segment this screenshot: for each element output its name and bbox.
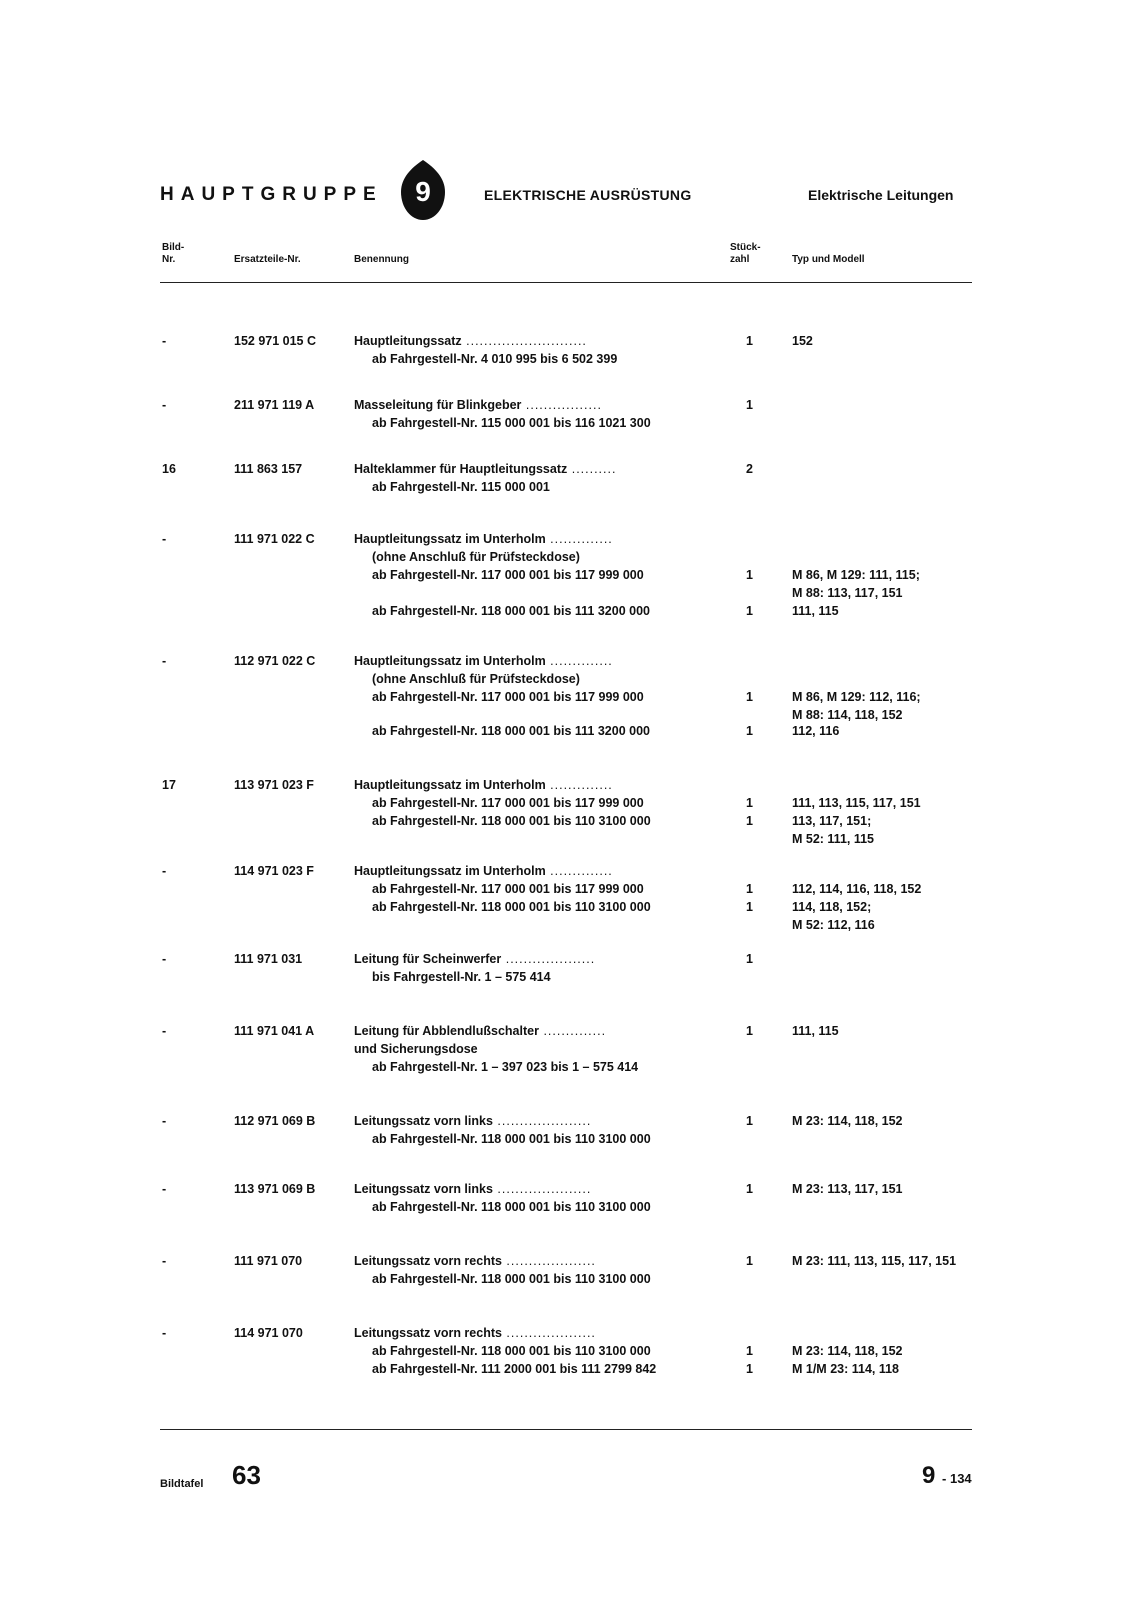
- type-model: M 23: 111, 113, 115, 117, 151: [792, 1254, 957, 1268]
- dot-leader: ..............: [545, 864, 613, 878]
- description-subline: [354, 968, 551, 986]
- type-model: M 88: 114, 118, 152: [792, 708, 903, 722]
- description-text: ab Fahrgestell-Nr. 115 000 001: [372, 480, 550, 494]
- dot-leader: ....................: [501, 952, 596, 966]
- description-subline: [354, 1058, 638, 1076]
- dot-leader: ....................: [501, 1254, 596, 1268]
- description-text: ab Fahrgestell-Nr. 117 000 001 bis 117 999 000: [372, 568, 644, 582]
- type-model: M 23: 113, 117, 151: [792, 1182, 903, 1196]
- quantity: 1: [746, 814, 753, 828]
- bild-number: -: [162, 398, 167, 412]
- description-text: Leitungssatz vorn rechts: [354, 1254, 502, 1268]
- quantity: 1: [746, 1024, 753, 1038]
- description-text: Leitung für Scheinwerfer: [354, 952, 502, 966]
- description-text: (ohne Anschluß für Prüfsteckdose): [372, 672, 580, 686]
- quantity: 1: [746, 1362, 753, 1376]
- bild-number: -: [162, 334, 167, 348]
- group-number-badge: [400, 158, 446, 222]
- description-subline: [354, 414, 651, 432]
- bild-number: -: [162, 952, 167, 966]
- dot-leader: ....................: [501, 1326, 596, 1340]
- section-title: ELEKTRISCHE AUSRÜSTUNG: [484, 187, 692, 203]
- description-subline: [354, 602, 650, 620]
- type-model: 114, 118, 152;: [792, 900, 872, 914]
- description-text: ab Fahrgestell-Nr. 117 000 001 bis 117 999 000: [372, 690, 644, 704]
- group-number: 9: [415, 176, 431, 207]
- description-subline: [354, 670, 580, 688]
- type-model: 112, 116: [792, 724, 840, 738]
- description-text: Leitungssatz vorn links: [354, 1182, 493, 1196]
- description-text: Hauptleitungssatz im Unterholm: [354, 864, 546, 878]
- bild-number: -: [162, 1254, 167, 1268]
- description-line: [354, 950, 595, 968]
- col-header-part: Ersatzteile-Nr.: [234, 254, 301, 265]
- quantity: 1: [746, 1344, 753, 1358]
- quantity: 1: [746, 604, 753, 618]
- description-line: [354, 1022, 606, 1040]
- description-text: Leitungssatz vorn rechts: [354, 1326, 502, 1340]
- dot-leader: ..............: [545, 532, 613, 546]
- description-text: ab Fahrgestell-Nr. 118 000 001 bis 110 3100 000: [372, 814, 651, 828]
- description-text: ab Fahrgestell-Nr. 118 000 001 bis 110 3100 000: [372, 1132, 651, 1146]
- bild-number: 17: [162, 778, 176, 792]
- subsection-title: Elektrische Leitungen: [808, 187, 954, 203]
- description-line: [354, 332, 587, 350]
- description-subline: [354, 566, 644, 584]
- quantity: 1: [746, 952, 753, 966]
- part-number: 111 971 041 A: [234, 1024, 315, 1038]
- dot-leader: ...........................: [461, 334, 587, 348]
- group-title: HAUPTGRUPPE: [160, 184, 383, 205]
- page-number-sub: - 134: [942, 1471, 972, 1486]
- description-subline: [354, 1198, 651, 1216]
- description-text: und Sicherungsdose: [354, 1042, 478, 1056]
- part-number: 211 971 119 A: [234, 398, 315, 412]
- col-header-bild: Bild- Nr.: [162, 242, 185, 265]
- type-model: M 23: 114, 118, 152: [792, 1344, 903, 1358]
- description-subline: [354, 722, 650, 740]
- description-subline: [354, 1130, 651, 1148]
- part-number: 111 971 070: [234, 1254, 303, 1268]
- description-subline: [354, 880, 644, 898]
- quantity: 1: [746, 796, 753, 810]
- bild-number: -: [162, 1114, 167, 1128]
- dot-leader: .....................: [492, 1114, 592, 1128]
- type-model: 111, 115: [792, 604, 839, 618]
- quantity: 2: [746, 462, 753, 476]
- plate-number: 63: [232, 1460, 261, 1490]
- description-text: ab Fahrgestell-Nr. 111 2000 001 bis 111 2799 842: [372, 1362, 657, 1376]
- type-model: 111, 115: [792, 1024, 839, 1038]
- description-line: [354, 396, 602, 414]
- part-number: 114 971 023 F: [234, 864, 314, 878]
- type-model: 113, 117, 151;: [792, 814, 872, 828]
- description-subline: [354, 794, 644, 812]
- col-header-qty: Stück- zahl: [730, 242, 761, 265]
- quantity: 1: [746, 334, 753, 348]
- description-subline: [354, 548, 580, 566]
- part-number: 113 971 069 B: [234, 1182, 316, 1196]
- bild-number: -: [162, 532, 167, 546]
- description-text: ab Fahrgestell-Nr. 115 000 001 bis 116 1021 300: [372, 416, 651, 430]
- quantity: 1: [746, 882, 753, 896]
- col-header-model: Typ und Modell: [792, 254, 865, 265]
- description-text: ab Fahrgestell-Nr. 118 000 001 bis 110 3100 000: [372, 1344, 651, 1358]
- dot-leader: .....................: [492, 1182, 592, 1196]
- description-text: Leitungssatz vorn links: [354, 1114, 493, 1128]
- dot-leader: ..............: [545, 654, 613, 668]
- type-model: 112, 114, 116, 118, 152: [792, 882, 922, 896]
- description-text: ab Fahrgestell-Nr. 117 000 001 bis 117 999 000: [372, 796, 644, 810]
- dot-leader: ..............: [545, 778, 613, 792]
- description-text: bis Fahrgestell-Nr. 1 – 575 414: [372, 970, 551, 984]
- type-model: M 86, M 129: 112, 116;: [792, 690, 921, 704]
- quantity: 1: [746, 398, 753, 412]
- part-number: 112 971 069 B: [234, 1114, 316, 1128]
- page-number-main: 9: [922, 1462, 936, 1489]
- part-number: 111 971 031: [234, 952, 303, 966]
- type-model: 111, 113, 115, 117, 151: [792, 796, 921, 810]
- footer-rule: [160, 1429, 972, 1430]
- description-line: [354, 460, 616, 478]
- description-text: Leitung für Abblendlußschalter: [354, 1024, 539, 1038]
- dot-leader: .................: [521, 398, 602, 412]
- part-number: 111 971 022 C: [234, 532, 315, 546]
- part-number: 111 863 157: [234, 462, 303, 476]
- description-subline: [354, 812, 651, 830]
- type-model: M 1/M 23: 114, 118: [792, 1362, 900, 1376]
- description-subline: [354, 898, 651, 916]
- type-model: 152: [792, 334, 813, 348]
- description-line: [354, 1112, 591, 1130]
- part-number: 152 971 015 C: [234, 334, 317, 348]
- type-model: M 52: 112, 116: [792, 918, 875, 932]
- quantity: 1: [746, 1114, 753, 1128]
- type-model: M 88: 113, 117, 151: [792, 586, 903, 600]
- dot-leader: ..........: [567, 462, 617, 476]
- type-model: M 86, M 129: 111, 115;: [792, 568, 920, 582]
- description-text: ab Fahrgestell-Nr. 4 010 995 bis 6 502 399: [372, 352, 618, 366]
- bild-number: -: [162, 1024, 167, 1038]
- bild-number: -: [162, 1326, 167, 1340]
- description-subline: [354, 478, 550, 496]
- description-line: [354, 776, 613, 794]
- part-number: 112 971 022 C: [234, 654, 316, 668]
- description-subline: [354, 688, 644, 706]
- description-text: (ohne Anschluß für Prüfsteckdose): [372, 550, 580, 564]
- description-text: ab Fahrgestell-Nr. 118 000 001 bis 110 3100 000: [372, 1200, 651, 1214]
- description-line: [354, 1324, 596, 1342]
- description-subline: [354, 1270, 651, 1288]
- description-line: [354, 652, 613, 670]
- bild-number: -: [162, 1182, 167, 1196]
- description-line: [354, 530, 613, 548]
- description-text: Hauptleitungssatz im Unterholm: [354, 654, 546, 668]
- description-line: [354, 1252, 596, 1270]
- description-text: Hauptleitungssatz im Unterholm: [354, 778, 546, 792]
- col-header-name: Benennung: [354, 254, 409, 265]
- part-number: 113 971 023 F: [234, 778, 314, 792]
- description-subline: [354, 1360, 656, 1378]
- quantity: 1: [746, 1182, 753, 1196]
- type-model: M 23: 114, 118, 152: [792, 1114, 903, 1128]
- description-subline: [354, 1342, 651, 1360]
- description-line: [354, 1040, 478, 1058]
- header-rule: [160, 282, 972, 283]
- description-line: [354, 862, 613, 880]
- description-subline: [354, 350, 617, 368]
- part-number: 114 971 070: [234, 1326, 303, 1340]
- description-text: ab Fahrgestell-Nr. 117 000 001 bis 117 999 000: [372, 882, 644, 896]
- quantity: 1: [746, 1254, 753, 1268]
- dot-leader: ..............: [538, 1024, 607, 1038]
- bild-number: -: [162, 864, 167, 878]
- bild-number: 16: [162, 462, 176, 476]
- description-text: ab Fahrgestell-Nr. 118 000 001 bis 111 3200 000: [372, 724, 650, 738]
- description-text: Halteklammer für Hauptleitungssatz: [354, 462, 568, 476]
- bild-number: -: [162, 654, 167, 668]
- quantity: 1: [746, 690, 753, 704]
- description-text: ab Fahrgestell-Nr. 118 000 001 bis 110 3100 000: [372, 1272, 651, 1286]
- description-text: Hauptleitungssatz: [354, 334, 462, 348]
- description-text: ab Fahrgestell-Nr. 118 000 001 bis 111 3200 000: [372, 604, 650, 618]
- description-text: Masseleitung für Blinkgeber: [354, 398, 522, 412]
- quantity: 1: [746, 900, 753, 914]
- quantity: 1: [746, 724, 753, 738]
- page-number: [922, 1462, 972, 1490]
- quantity: 1: [746, 568, 753, 582]
- type-model: M 52: 111, 115: [792, 832, 875, 846]
- description-text: ab Fahrgestell-Nr. 118 000 001 bis 110 3100 000: [372, 900, 651, 914]
- description-line: [354, 1180, 591, 1198]
- description-text: ab Fahrgestell-Nr. 1 – 397 023 bis 1 – 575 414: [372, 1060, 639, 1074]
- description-text: Hauptleitungssatz im Unterholm: [354, 532, 546, 546]
- plate-label: Bildtafel: [160, 1478, 204, 1490]
